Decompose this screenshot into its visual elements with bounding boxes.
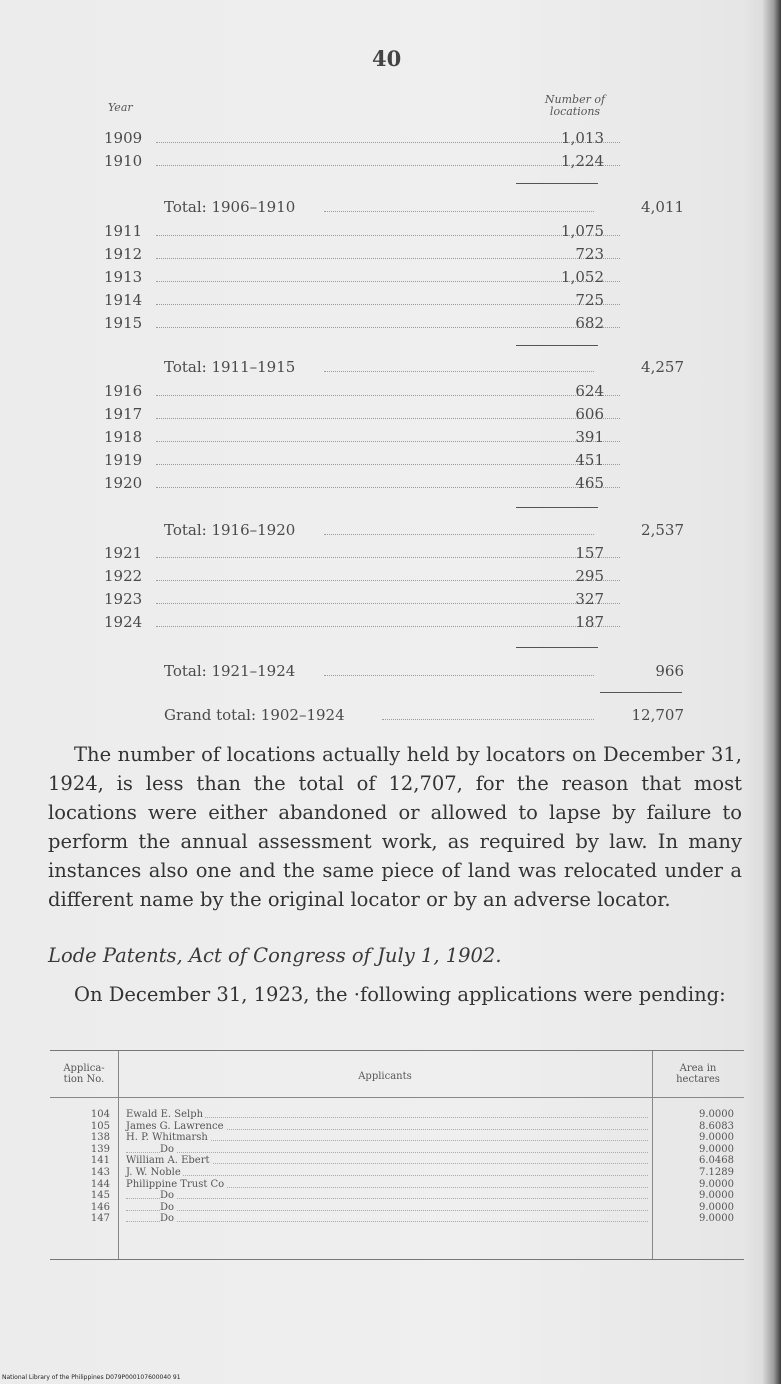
row-value: 1,052 xyxy=(561,268,604,286)
row-value: 295 xyxy=(575,567,604,585)
row-value: 187 xyxy=(575,613,604,631)
row-year: 1924 xyxy=(104,613,143,631)
applicant-name: James G. Lawrence xyxy=(126,1120,224,1132)
grand-total-row xyxy=(164,706,684,728)
applicant-name: Do xyxy=(160,1190,175,1202)
body-paragraph-2 xyxy=(48,980,742,1009)
table-row xyxy=(50,1109,744,1120)
location-row xyxy=(104,451,604,473)
application-number: 144 xyxy=(90,1178,110,1190)
row-value: 682 xyxy=(575,314,604,332)
row-year: 1922 xyxy=(104,567,143,585)
leader-dots xyxy=(324,675,594,676)
paragraph-1-text: The number of locations actually held by locators on December 31, 1924, is less than the total of 12,707, for the reason that most locations were either abandoned or allowed to lapse by failure to perform the annual assessment work, as required by law. In many instances also one and the same piece of land was relocated under a different name by the original locator or by an adverse locator. xyxy=(48,743,742,911)
row-year: 1911 xyxy=(104,222,143,240)
area-hectares: 9.0000 xyxy=(699,1201,734,1213)
application-number: 146 xyxy=(90,1201,110,1213)
location-row xyxy=(104,567,604,589)
row-value: 725 xyxy=(575,291,604,309)
row-value: 465 xyxy=(575,474,604,492)
application-number: 104 xyxy=(90,1109,110,1120)
number-header-line1: Number of xyxy=(544,93,606,106)
leader-dots xyxy=(126,1152,648,1153)
row-year: 1920 xyxy=(104,474,143,492)
application-number: 141 xyxy=(90,1155,110,1167)
area-hectares: 9.0000 xyxy=(699,1213,734,1225)
location-row xyxy=(104,474,604,496)
table-row xyxy=(50,1155,744,1166)
row-value: 1,013 xyxy=(561,129,604,147)
area-hectares: 9.0000 xyxy=(699,1132,734,1144)
grand-total-label: Grand total: 1902–1924 xyxy=(164,706,345,724)
location-row xyxy=(104,405,604,427)
total-row xyxy=(164,358,684,380)
location-row xyxy=(104,428,604,450)
total-value: 4,257 xyxy=(641,358,684,376)
application-number: 145 xyxy=(90,1190,110,1202)
leader-dots xyxy=(324,371,594,372)
row-year: 1919 xyxy=(104,451,143,469)
row-year: 1909 xyxy=(104,129,143,147)
leader-dots xyxy=(126,1221,648,1222)
total-label: Total: 1906–1910 xyxy=(164,198,296,216)
row-value: 606 xyxy=(575,405,604,423)
table-row xyxy=(50,1190,744,1201)
area-hectares: 7.1289 xyxy=(699,1167,734,1178)
location-row xyxy=(104,268,604,290)
applicant-name: William A. Ebert xyxy=(126,1155,210,1167)
grand-total-rule xyxy=(600,692,682,693)
row-year: 1916 xyxy=(104,382,143,400)
grand-total-value: 12,707 xyxy=(631,706,684,724)
location-row xyxy=(104,314,604,336)
total-label: Total: 1921–1924 xyxy=(164,662,296,680)
page-edge-shadow xyxy=(763,0,781,1384)
total-label: Total: 1911–1915 xyxy=(164,358,296,376)
body-paragraph-1 xyxy=(48,740,742,914)
number-column-header xyxy=(530,94,620,118)
leader-dots xyxy=(126,1175,648,1176)
total-value: 2,537 xyxy=(641,521,684,539)
leader-dots xyxy=(382,719,594,720)
row-year: 1915 xyxy=(104,314,143,332)
subtotal-rule xyxy=(516,647,598,648)
row-year: 1913 xyxy=(104,268,143,286)
row-value: 391 xyxy=(575,428,604,446)
location-row xyxy=(104,613,604,635)
applicant-name: J. W. Noble xyxy=(126,1167,181,1178)
table-row xyxy=(50,1167,744,1178)
location-row xyxy=(104,544,604,566)
row-year: 1921 xyxy=(104,544,143,562)
applicant-name: Ewald E. Selph xyxy=(126,1109,204,1120)
table-row xyxy=(50,1213,744,1224)
application-number: 143 xyxy=(90,1167,110,1178)
applicant-name: Philippine Trust Co xyxy=(126,1178,225,1190)
application-number: 147 xyxy=(90,1213,110,1225)
paragraph-2-text: On December 31, 1923, the ·following applications were pending: xyxy=(74,983,726,1006)
total-value: 4,011 xyxy=(641,198,684,216)
location-row xyxy=(104,590,604,612)
total-row xyxy=(164,198,684,220)
table-row xyxy=(50,1144,744,1155)
row-value: 157 xyxy=(575,544,604,562)
row-value: 1,075 xyxy=(561,222,604,240)
applicant-name: H. P. Whitmarsh xyxy=(126,1132,208,1144)
applications-table xyxy=(50,1050,744,1260)
location-row xyxy=(104,291,604,313)
total-row xyxy=(164,662,684,684)
location-row xyxy=(104,152,604,174)
page-number: 40 xyxy=(372,46,402,71)
applicant-name: Do xyxy=(160,1213,175,1225)
subtotal-rule xyxy=(516,507,598,508)
total-label: Total: 1916–1920 xyxy=(164,521,296,539)
area-hectares: 6.0468 xyxy=(699,1155,734,1167)
leader-dots xyxy=(126,1210,648,1211)
row-year: 1917 xyxy=(104,405,143,423)
row-year: 1914 xyxy=(104,291,143,309)
location-row xyxy=(104,129,604,151)
leader-dots xyxy=(324,534,594,535)
year-column-header: Year xyxy=(108,101,133,114)
application-number: 105 xyxy=(90,1120,110,1132)
total-row xyxy=(164,521,684,543)
table-row xyxy=(50,1121,744,1132)
footer-caption: National Library of the Philippines D079P000107600040 91 xyxy=(2,1374,181,1381)
application-no-header: Applica- tion No. xyxy=(63,1063,105,1085)
table-row xyxy=(50,1179,744,1190)
application-number: 138 xyxy=(90,1132,110,1144)
row-year: 1918 xyxy=(104,428,143,446)
location-row xyxy=(104,245,604,267)
header-divider xyxy=(50,1097,744,1098)
area-hectares: 9.0000 xyxy=(699,1143,734,1155)
area-hectares: 9.0000 xyxy=(699,1178,734,1190)
area-hectares: 9.0000 xyxy=(699,1190,734,1202)
row-year: 1912 xyxy=(104,245,143,263)
row-value: 624 xyxy=(575,382,604,400)
row-year: 1910 xyxy=(104,152,143,170)
number-header-line2: locations xyxy=(549,105,601,118)
total-value: 966 xyxy=(655,662,684,680)
section-heading: Lode Patents, Act of Congress of July 1, 1902. xyxy=(48,944,502,967)
area-header: Area in hectares xyxy=(676,1063,720,1085)
location-row xyxy=(104,222,604,244)
application-number: 139 xyxy=(90,1143,110,1155)
leader-dots xyxy=(324,211,594,212)
row-year: 1923 xyxy=(104,590,143,608)
row-value: 327 xyxy=(575,590,604,608)
location-row xyxy=(104,382,604,404)
row-value: 1,224 xyxy=(561,152,604,170)
row-value: 723 xyxy=(575,245,604,263)
applicant-name: Do xyxy=(160,1143,175,1155)
leader-dots xyxy=(126,1198,648,1199)
subtotal-rule xyxy=(516,183,598,184)
area-hectares: 8.6083 xyxy=(699,1120,734,1132)
applicant-name: Do xyxy=(160,1201,175,1213)
table-row xyxy=(50,1132,744,1143)
area-hectares: 9.0000 xyxy=(699,1109,734,1120)
applicants-header: Applicants xyxy=(358,1071,412,1082)
table-row xyxy=(50,1202,744,1213)
subtotal-rule xyxy=(516,345,598,346)
row-value: 451 xyxy=(575,451,604,469)
